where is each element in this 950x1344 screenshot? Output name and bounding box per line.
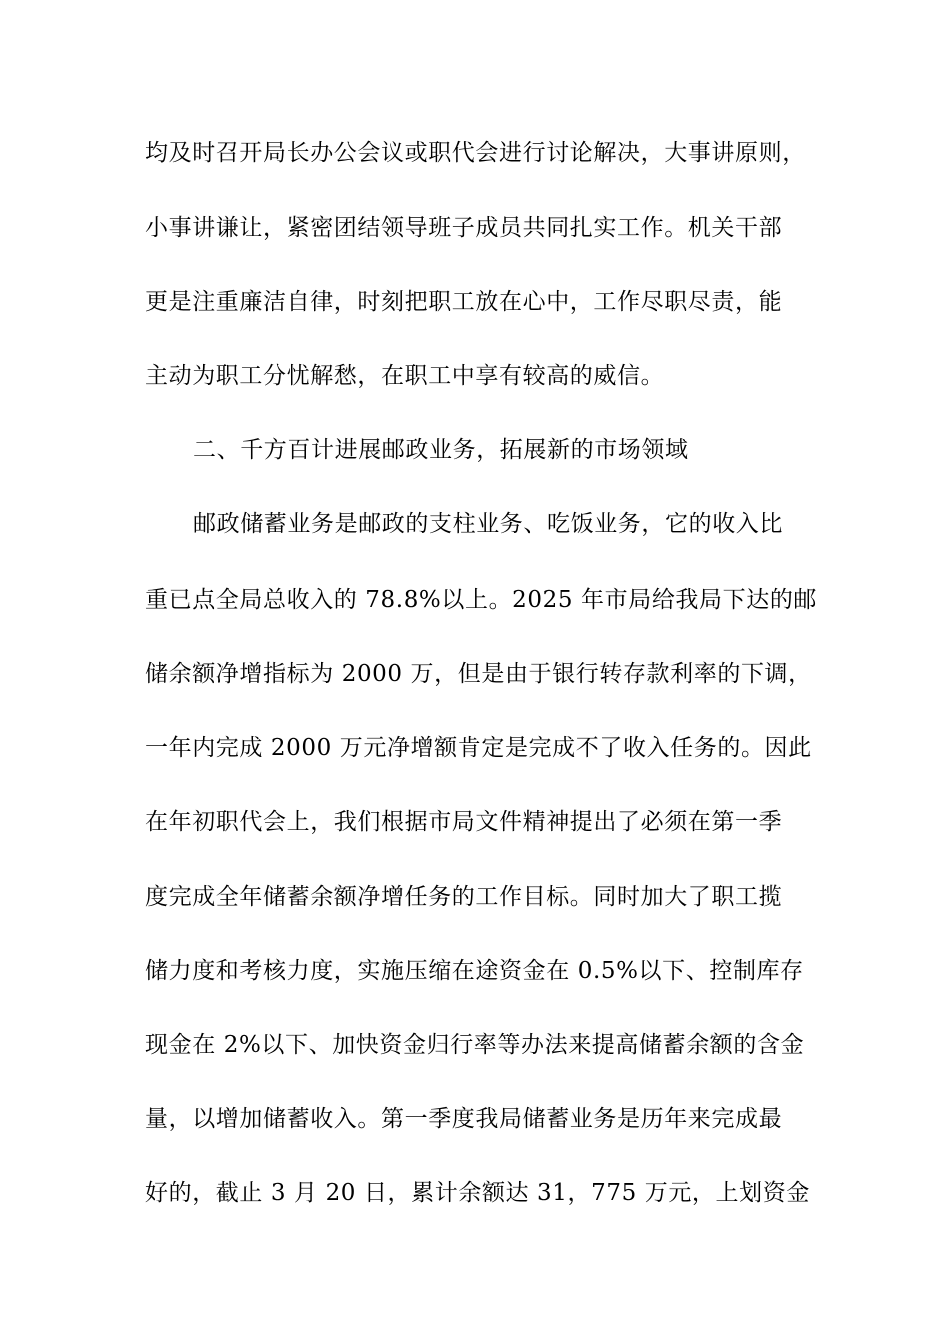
text-line: 更是注重廉洁自律，时刻把职工放在心中，工作尽职尽责，能 (145, 289, 783, 315)
text-line: 在年初职代会上，我们根据市局文件精神提出了必须在第一季 (145, 809, 783, 835)
text-line: 好的，截止 3 月 20 日，累计余额达 31，775 万元，上划资金 (145, 1180, 810, 1206)
text-line: 均及时召开局长办公会议或职代会进行讨论解决，大事讲原则， (145, 140, 806, 166)
text-line: 现金在 2%以下、加快资金归行率等办法来提高储蓄余额的含金 (145, 1032, 805, 1058)
text-line: 小事讲谦让，紧密团结领导班子成员共同扎实工作。机关干部 (145, 215, 783, 241)
text-line: 一年内完成 2000 万元净增额肯定是完成不了收入任务的。因此 (145, 735, 812, 761)
text-line: 重已点全局总收入的 78.8%以上。2025 年市局给我局下达的邮 (145, 587, 818, 613)
text-line: 储余额净增指标为 2000 万，但是由于银行转存款利率的下调， (145, 661, 812, 687)
text-line: 储力度和考核力度，实施压缩在途资金在 0.5%以下、控制库存 (145, 958, 804, 984)
text-line: 邮政储蓄业务是邮政的支柱业务、吃饭业务，它的收入比 (193, 511, 783, 537)
section-heading: 二、千方百计进展邮政业务，拓展新的市场领域 (193, 437, 689, 463)
text-line: 量，以增加储蓄收入。第一季度我局储蓄业务是历年来完成最 (145, 1106, 783, 1132)
text-line: 主动为职工分忧解愁，在职工中享有较高的威信。 (145, 363, 665, 389)
text-line: 度完成全年储蓄余额净增任务的工作目标。同时加大了职工揽 (145, 884, 783, 910)
